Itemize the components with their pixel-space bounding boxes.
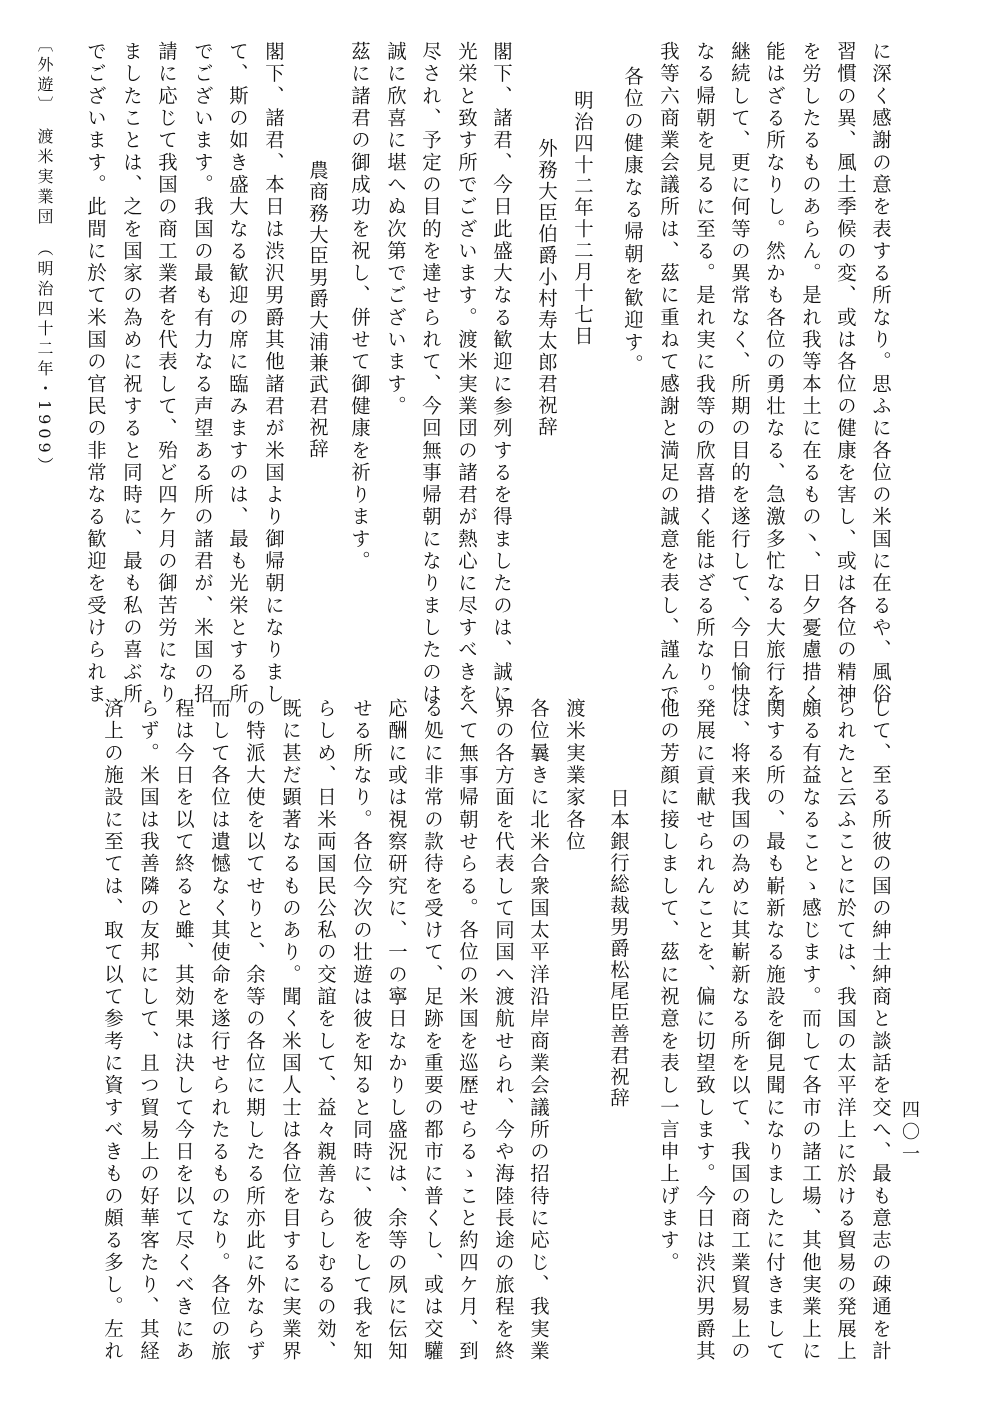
text-column: 継続して、更に何等の異常なく、所期の目的を遂行して、今日愉快 [728, 41, 751, 706]
text-column: 発展に貢献せられんことを、偏に切望致します。今日は渋沢男爵其 [693, 698, 716, 1363]
text-column: 頗る有益なることゝ感じます。而して各市の諸工場、其他実業上に [799, 698, 822, 1363]
text-column: る処に非常の款待を受けて、足跡を重要の都市に普くし、或は交驩 [421, 698, 444, 1363]
text-column: 応酬に或は視察研究に、一の寧日なかりし盛況は、余等の夙に伝知 [385, 698, 408, 1363]
text-column: 能はざる所なりし。然かも各位の勇壮なる、急激多忙なる大旅行を [763, 41, 786, 706]
text-column: の特派大使を以てせりと、余等の各位に期したる所亦此に外ならず [243, 698, 266, 1363]
text-column: 各位の健康なる帰朝を歓迎す。 [621, 66, 644, 377]
text-column: 既に甚だ顕著なるものあり。聞く米国人士は各位を目するに実業界 [279, 698, 302, 1363]
text-column: 閣下、諸君、今日此盛大なる歓迎に参列するを得ましたのは、誠に [490, 41, 513, 706]
text-column: 誠に欣喜に堪へぬ次第でございます。 [384, 41, 407, 418]
text-column: に深く感謝の意を表する所なり。思ふに各位の米国に在るや、風俗 [869, 41, 892, 706]
text-column: 界の各方面を代表して同国へ渡航せられ、今や海陸長途の旅程を終 [492, 698, 515, 1363]
salutation: 渡米実業家各位 [563, 698, 586, 854]
text-column: 光栄と致す所でございます。渡米実業団の諸君が熱心に尽すべきを [455, 41, 478, 706]
text-column: は、将来我国の為めに其嶄新なる所を以て、我国の商工業貿易上の [728, 698, 751, 1363]
text-column: でございます。此間に於て米国の官民の非常なる歓迎を受けられま [84, 41, 107, 706]
lower-half [0, 690, 1004, 1408]
text-column: へて無事帰朝せらる。各位の米国を巡歴せらるゝこと約四ケ月、到 [456, 698, 479, 1363]
text-column: らしめ、日米両国民公私の交誼をして、益々親善ならしむるの効、 [314, 698, 337, 1363]
text-column: 而して各位は遺憾なく其使命を遂行せられたるものなり。各位の旅 [208, 698, 231, 1363]
text-column: 済上の施設に至ては、取て以て参考に資すべきもの頗る多し。左れ [101, 698, 124, 1363]
text-column: 尽され、予定の目的を達せられて、今回無事帰朝になりましたのは [419, 41, 442, 706]
text-column: られたと云ふことに於ては、我国の太平洋上に於ける貿易の発展上 [834, 698, 857, 1363]
text-column: せる所なり。各位今次の壮遊は彼を知ると同時に、彼をして我を知 [350, 698, 373, 1363]
date-line: 明治四十二年十二月十七日 [571, 90, 594, 347]
text-column: 習慣の異、風土季候の変、或は各位の健康を害し、或は各位の精神 [834, 41, 857, 706]
text-column: して、至る所彼の国の紳士紳商と談話を交へ、最も意志の疎通を計 [869, 698, 892, 1363]
page-number: 四〇一 [899, 1100, 920, 1166]
text-column: らず。米国は我善隣の友邦にして、且つ貿易上の好華客たり、其経 [137, 698, 160, 1363]
speech-heading: 農商務大臣男爵大浦兼武君祝辞 [306, 160, 329, 460]
text-column: ましたことは、之を国家の為めに祝すると同時に、最も私の喜ぶ所 [120, 41, 143, 706]
text-column: 請に応じて我国の商工業者を代表して、殆ど四ケ月の御苦労になり [155, 41, 178, 706]
speech-heading: 日本銀行総裁男爵松尾臣善君祝辞 [607, 788, 630, 1109]
text-column: 茲に諸君の御成功を祝し、併せて御健康を祈ります。 [348, 41, 371, 573]
text-column: でございます。我国の最も有力なる声望ある所の諸君が、米国の招 [191, 41, 214, 706]
text-column: て、斯の如き盛大なる歓迎の席に臨みますのは、最も光栄とする所 [226, 41, 249, 706]
text-column: 各位曩きに北米合衆国太平洋沿岸商業会議所の招待に応じ、我実業 [527, 698, 550, 1363]
text-column: 他の芳顔に接しまして、茲に祝意を表し一言申上げます。 [657, 698, 680, 1274]
running-head: 〔外遊〕 渡米実業団 （明治四十二年・1909） [35, 36, 54, 477]
text-column: 我等六商業会議所は、茲に重ねて感謝と満足の誠意を表し、謹んで [657, 41, 680, 706]
text-column: 関する所の、最も嶄新なる施設を御見聞になりましたに付きまして [763, 698, 786, 1363]
speech-heading: 外務大臣伯爵小村寿太郎君祝辞 [535, 138, 558, 438]
text-column: 程は今日を以て終ると雖、其効果は決して今日を以て尽くべきにあ [172, 698, 195, 1363]
text-column: を労したるものあらん。是れ我等本土に在るもの丶、日夕憂慮措く [799, 41, 822, 706]
text-column: なる帰朝を見るに至る。是れ実に我等の欣喜措く能はざる所なり。 [693, 41, 716, 706]
text-column: 閣下、諸君、本日は渋沢男爵其他諸君が米国より御帰朝になりまし [262, 41, 285, 706]
